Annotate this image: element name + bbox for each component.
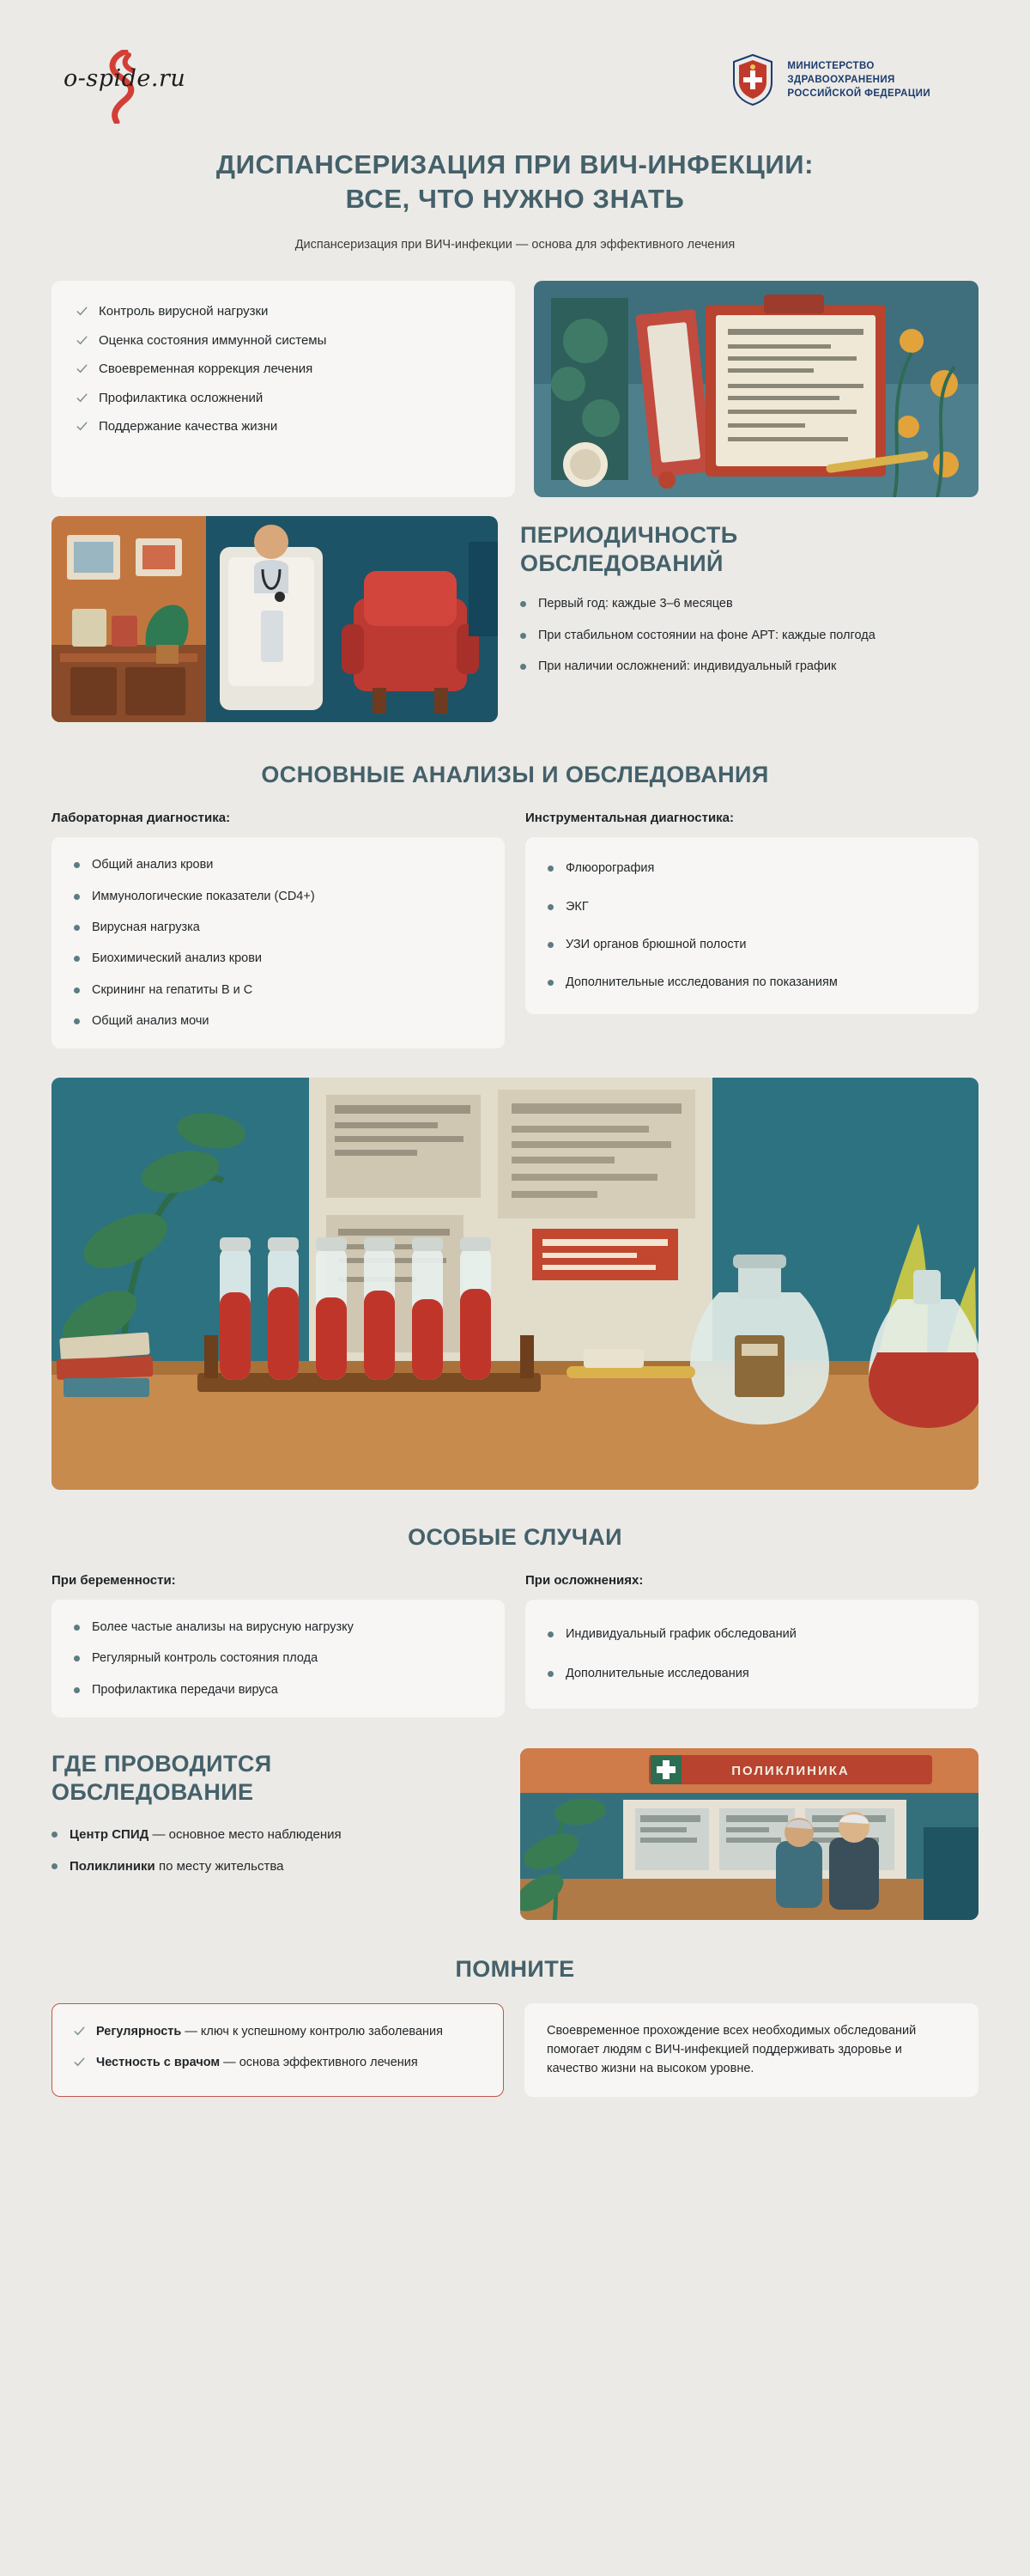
- special-heading: ОСОБЫЕ СЛУЧАИ: [408, 1524, 622, 1551]
- page-subtitle: Диспансеризация при ВИЧ-инфекции — основа для эффективного лечения: [294, 238, 736, 252]
- list-item: [548, 860, 956, 877]
- list-item-label: Вирусная нагрузка: [92, 920, 200, 934]
- remember-section: [52, 2003, 978, 2097]
- medical-documents-illustration: [534, 281, 978, 497]
- list-item: [74, 888, 482, 905]
- list-item: [548, 1665, 956, 1682]
- list-item-label: Более частые анализы на вирусную нагрузку: [92, 1620, 354, 1635]
- page-title: [52, 148, 978, 216]
- bullet-icon: [74, 925, 80, 931]
- bullet-icon: [52, 1863, 58, 1869]
- ministry-line-2: ЗДРАВООХРАНЕНИЯ: [787, 74, 895, 85]
- list-item-label: [70, 1826, 342, 1844]
- list-item-label: Скрининг на гепатиты B и C: [92, 982, 253, 997]
- where-heading-line-1: ГДЕ ПРОВОДИТСЯ: [52, 1751, 272, 1777]
- where-heading: [52, 1750, 498, 1807]
- list-item-label: Общий анализ крови: [92, 858, 214, 872]
- pregnancy-column: [52, 1573, 505, 1717]
- special-cases-section: [52, 1524, 978, 1717]
- bullet-icon: [74, 1656, 80, 1662]
- list-item: [76, 418, 491, 435]
- list-item: [52, 1857, 498, 1875]
- list-item: [548, 898, 956, 915]
- clinic-photo: [520, 1748, 978, 1920]
- remember-list: [73, 2023, 482, 2072]
- doctor-office-photo: [52, 516, 498, 722]
- list-item-label: Поддержание качества жизни: [99, 418, 278, 434]
- check-icon: [76, 334, 88, 347]
- clinic-illustration: [520, 1748, 978, 1920]
- ministry-block: [730, 41, 978, 106]
- remember-heading: ПОМНИТЕ: [455, 1956, 575, 1983]
- list-item-label: Профилактика передачи вируса: [92, 1682, 278, 1697]
- list-item: [76, 332, 491, 349]
- list-item-label: При наличии осложнений: индивидуальный график: [538, 659, 837, 673]
- list-item-label: Своевременная коррекция лечения: [99, 361, 313, 377]
- list-item-label: Индивидуальный график обследований: [566, 1627, 797, 1642]
- instrumental-title: Инструментальная диагностика:: [525, 811, 735, 826]
- list-item: [520, 658, 978, 675]
- list-item: [74, 1649, 482, 1667]
- tests-section: [52, 811, 978, 1048]
- tests-heading: ОСНОВНЫЕ АНАЛИЗЫ И ОБСЛЕДОВАНИЯ: [261, 762, 769, 788]
- instrumental-card: [525, 837, 978, 1013]
- list-item: [548, 936, 956, 953]
- check-icon: [76, 362, 88, 375]
- title-block: [52, 148, 978, 252]
- list-item-bold: Центр СПИД: [70, 1826, 149, 1842]
- pregnancy-title: При беременности:: [52, 1573, 176, 1589]
- bullet-icon: [74, 862, 80, 868]
- bullet-icon: [548, 866, 554, 872]
- where-section: [52, 1748, 978, 1920]
- bullet-icon: [548, 1631, 554, 1637]
- benefits-list: [76, 303, 491, 435]
- complications-list: [548, 1625, 956, 1683]
- check-icon: [76, 420, 88, 433]
- check-icon: [73, 2025, 86, 2038]
- bullet-icon: [548, 904, 554, 910]
- list-item: [74, 981, 482, 999]
- where-list: [52, 1826, 498, 1875]
- page-title-line-2: ВСЕ, ЧТО НУЖНО ЗНАТЬ: [345, 183, 685, 214]
- bullet-icon: [74, 987, 80, 993]
- list-item-label: Регулярный контроль состояния плода: [92, 1651, 318, 1666]
- complications-column: [525, 1573, 978, 1717]
- list-item: [76, 361, 491, 378]
- remember-note: Своевременное прохождение всех необходимых обследований помогает людям с ВИЧ-инфекцией поддерживать здоровье и качество жизни на высоком уровне.: [524, 2003, 978, 2097]
- list-item: [52, 1826, 498, 1844]
- bullet-icon: [74, 1018, 80, 1024]
- laboratory-illustration: [52, 1078, 978, 1490]
- list-item: [76, 303, 491, 320]
- lab-card: [52, 837, 505, 1048]
- list-item-label: УЗИ органов брюшной полости: [566, 937, 747, 951]
- bullet-icon: [520, 601, 526, 607]
- list-item: [74, 1619, 482, 1636]
- list-item: [74, 1681, 482, 1698]
- list-item-rest: по месту жительства: [154, 1858, 284, 1874]
- bullet-icon: [520, 664, 526, 670]
- remember-box: [52, 2003, 504, 2097]
- list-item-label: [96, 2054, 418, 2071]
- list-item-label: Профилактика осложнений: [99, 390, 264, 405]
- frequency-section: [52, 516, 978, 722]
- benefits-card: [52, 281, 515, 497]
- pregnancy-list: [74, 1619, 482, 1698]
- list-item-label: Дополнительные исследования по показаниям: [566, 975, 838, 990]
- list-item-label: Первый год: каждые 3–6 месяцев: [538, 597, 733, 611]
- ministry-line-1: МИНИСТЕРСТВО: [787, 60, 875, 71]
- check-icon: [73, 2056, 86, 2069]
- lab-list: [74, 856, 482, 1030]
- list-item-label: Дополнительные исследования: [566, 1667, 749, 1681]
- complications-title: При осложнениях:: [525, 1573, 644, 1589]
- ministry-emblem-icon: [730, 53, 775, 106]
- list-item-label: [70, 1857, 283, 1875]
- list-item-rest: — основное место наблюдения: [148, 1826, 342, 1842]
- laboratory-photo: [52, 1078, 978, 1490]
- list-item-label: Флюорография: [566, 861, 655, 876]
- bullet-icon: [52, 1832, 58, 1838]
- list-item-label: ЭКГ: [566, 899, 589, 914]
- list-item-label: При стабильном состоянии на фоне АРТ: каждые полгода: [538, 628, 876, 642]
- instrumental-column: [525, 811, 978, 1048]
- frequency-heading-line-2: ОБСЛЕДОВАНИЙ: [520, 550, 724, 577]
- list-item-bold: Честность с врачом: [96, 2056, 221, 2070]
- bullet-icon: [548, 980, 554, 986]
- list-item: [76, 390, 491, 407]
- logo-text: o-spide.ru: [64, 65, 186, 92]
- list-item: [74, 856, 482, 873]
- pregnancy-card: [52, 1600, 505, 1717]
- list-item: [73, 2054, 482, 2071]
- list-item-bold: Поликлиники: [70, 1858, 155, 1874]
- bullet-icon: [548, 942, 554, 948]
- site-logo[interactable]: [52, 41, 232, 127]
- frequency-text-block: [520, 516, 978, 722]
- frequency-heading-line-1: ПЕРИОДИЧНОСТЬ: [520, 522, 738, 549]
- bullet-icon: [520, 633, 526, 639]
- check-icon: [76, 305, 88, 318]
- check-icon: [76, 392, 88, 404]
- list-item-rest: — основа эффективного лечения: [220, 2056, 418, 2070]
- list-item-rest: — ключ к успешному контролю заболевания: [181, 2025, 443, 2039]
- ministry-text: [787, 59, 930, 101]
- lab-column: [52, 811, 505, 1048]
- page-title-line-1: ДИСПАНСЕРИЗАЦИЯ ПРИ ВИЧ-ИНФЕКЦИИ:: [215, 149, 815, 179]
- complications-card: [525, 1600, 978, 1709]
- list-item-bold: Регулярность: [96, 2025, 182, 2039]
- bullet-icon: [74, 894, 80, 900]
- where-text-block: [52, 1748, 498, 1889]
- list-item: [520, 627, 978, 644]
- list-item: [74, 950, 482, 967]
- lab-title: Лабораторная диагностика:: [52, 811, 231, 826]
- list-item-label: Контроль вирусной нагрузки: [99, 304, 269, 319]
- bullet-icon: [74, 1625, 80, 1631]
- bullet-icon: [548, 1671, 554, 1677]
- list-item-label: Оценка состояния иммунной системы: [99, 332, 327, 348]
- special-columns: [52, 1573, 978, 1717]
- bullet-icon: [74, 1687, 80, 1693]
- svg-text:ПОЛИКЛИНИКА: ПОЛИКЛИНИКА: [731, 1764, 850, 1779]
- list-item: [74, 919, 482, 936]
- list-item-label: Биохимический анализ крови: [92, 951, 263, 966]
- list-item: [73, 2023, 482, 2040]
- list-item-label: Общий анализ мочи: [92, 1013, 209, 1028]
- doctor-office-illustration: [52, 516, 498, 722]
- list-item-label: [96, 2023, 443, 2040]
- frequency-list: [520, 595, 978, 675]
- list-item: [548, 1625, 956, 1643]
- list-item: [74, 1012, 482, 1030]
- list-item-label: Иммунологические показатели (CD4+): [92, 889, 315, 903]
- ministry-line-3: РОССИЙСКОЙ ФЕДЕРАЦИИ: [787, 88, 930, 100]
- benefits-section: [52, 281, 978, 497]
- list-item: [520, 595, 978, 612]
- page-header: [52, 0, 978, 129]
- medical-documents-photo: [534, 281, 978, 497]
- instrumental-list: [548, 860, 956, 991]
- frequency-heading: [520, 521, 978, 578]
- where-heading-line-2: ОБСЛЕДОВАНИЕ: [52, 1778, 254, 1805]
- list-item: [548, 974, 956, 991]
- bullet-icon: [74, 956, 80, 962]
